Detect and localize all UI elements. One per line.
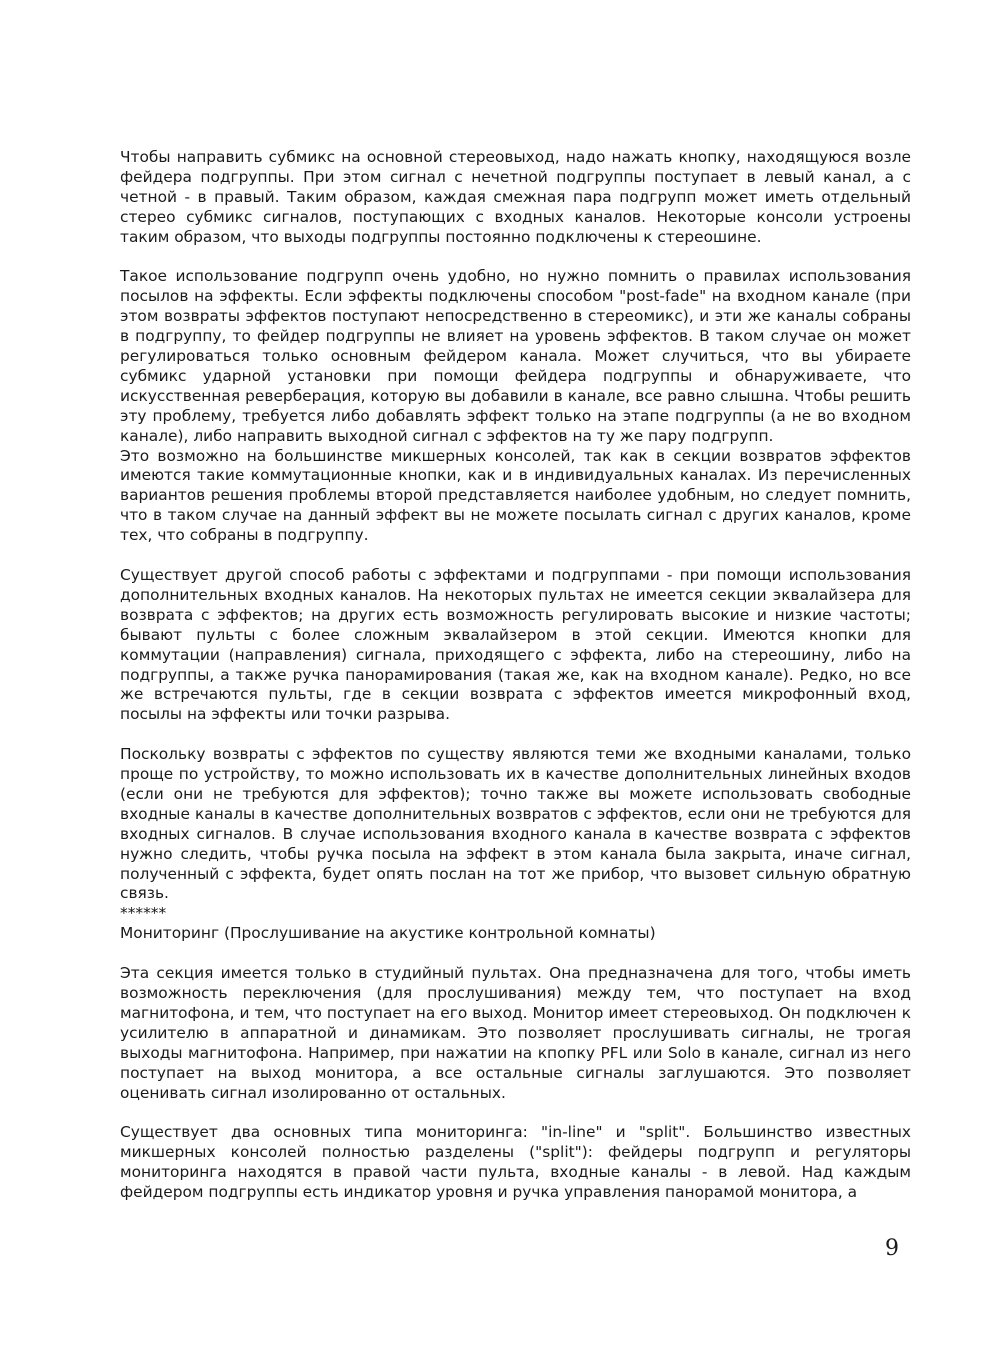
paragraph-effects-return-buttons: Это возможно на большинстве микшерных консолей, так как в секции возвратов эффектов имеются такие коммутационные кнопки, как и в индивидуальных каналах. Из перечисленных вариантов решения проблемы второй представляется наиболее удобным, но следует помнить, что в таком случае на данный эффект вы не можете посылать сигнал с других каналов, кроме тех, что собраны в подгруппу. [120, 446, 911, 545]
section-heading-monitoring: Мониторинг (Прослушивание на акустике контрольной комнаты) [120, 924, 656, 943]
paragraph-monitoring-types: Существует два основных типа мониторинга: "in-line" и "split". Большинство известных микшерных консолей полностью разделены ("split"): фейдеры подгрупп и регуляторы мониторинга находятся в правой части пульта, входные каналы - в левой. Над каждым фейдером подгруппы есть индикатор уровня и ручка управления панорамой монитора, а [120, 1123, 911, 1202]
paragraph-additional-input-channels: Существует другой способ работы с эффектами и подгруппами - при помощи использования дополнительных входных каналов. На некоторых пультах не имеется секции эквалайзера для возврата с эффектов; на других есть возможность регулировать высокие и низкие частоты; бывают пульты с более сложным эквалайзером в этой секции. Имеются кнопки для коммутации (направления) сигнала, приходящего с эффекта, либо на стереошину, либо на подгруппы, а также ручка панорамирования (такая же, как на входном канале). Редко, но все же встречаются пульты, где в секции возврата с эффектов имеется микрофонный вход, посылы на эффекты или точки разрыва. [120, 566, 911, 724]
section-separator: ****** [120, 904, 167, 923]
page-body [120, 148, 911, 1203]
paragraph-monitor-section: Эта секция имеется только в студийный пультах. Она предназначена для того, чтобы иметь возможность переключения (для прослушивания) между тем, что поступает на вход магнитофона, и тем, что поступает на его выход. Монитор имеет стереовыход. Он подключен к усилителю в аппаратной и динамикам. Это позволяет прослушивать сигналы, не трогая выходы магнитофона. Например, при нажатии на кпопку PFL или Solo в канале, сигнал из него поступает на выход монитора, а все остальные сигналы заглушаются. Это позволяет оценивать сигнал изолированно от остальных. [120, 964, 911, 1102]
page-number: 9 [885, 1236, 899, 1261]
paragraph-submix-stereo-output: Чтобы направить субмикс на основной стереовыход, надо нажать кнопку, находящуюся возле фейдера подгруппы. При этом сигнал с нечетной подгруппы поступает в левый канал, а с четной - в правый. Таким образом, каждая смежная пара подгрупп может иметь отдельный стерео субмикс сигналов, поступающих с входных каналов. Некоторые консоли устроены таким образом, что выходы подгруппы постоянно подключены к стереошине. [120, 148, 911, 246]
paragraph-effects-returns-as-inputs: Поскольку возвраты с эффектов по существу являются теми же входными каналами, только проще по устройству, то можно использовать их в качестве дополнительных линейных входов (если они не требуются для эффектов); точно также вы можете использовать свободные входные каналы в качестве дополнительных возвратов с эффектов, если они не требуются для входных сигналов. В случае использования входного канала в качестве возврата с эффектов нужно следить, чтобы ручка посыла на эффект в этом канала была закрыта, иначе сигнал, полученный с эффекта, будет опять послан на тот же прибор, что вызовет сильную обратную связь. [120, 745, 911, 903]
paragraph-subgroup-effects: Такое использование подгрупп очень удобно, но нужно помнить о правилах использования посылов на эффекты. Если эффекты подключены способом "post-fade" на входном канале (при этом возвраты эффектов поступают непосредственно в стереомикс), и эти же каналы собраны в подгруппу, то фейдер подгруппы не влияет на уровень эффектов. В таком случае он может регулироваться только основным фейдером канала. Может случиться, что вы убираете субмикс ударной установки при помощи фейдера подгруппы и обнаруживаете, что искусственная реверберация, которую вы добавили в канале, все равно слышна. Чтобы решить эту проблему, требуется либо добавлять эффект только на этапе подгруппы (а не во входном канале), либо направить выходной сигнал с эффектов на ту же пару подгрупп. [120, 267, 911, 445]
